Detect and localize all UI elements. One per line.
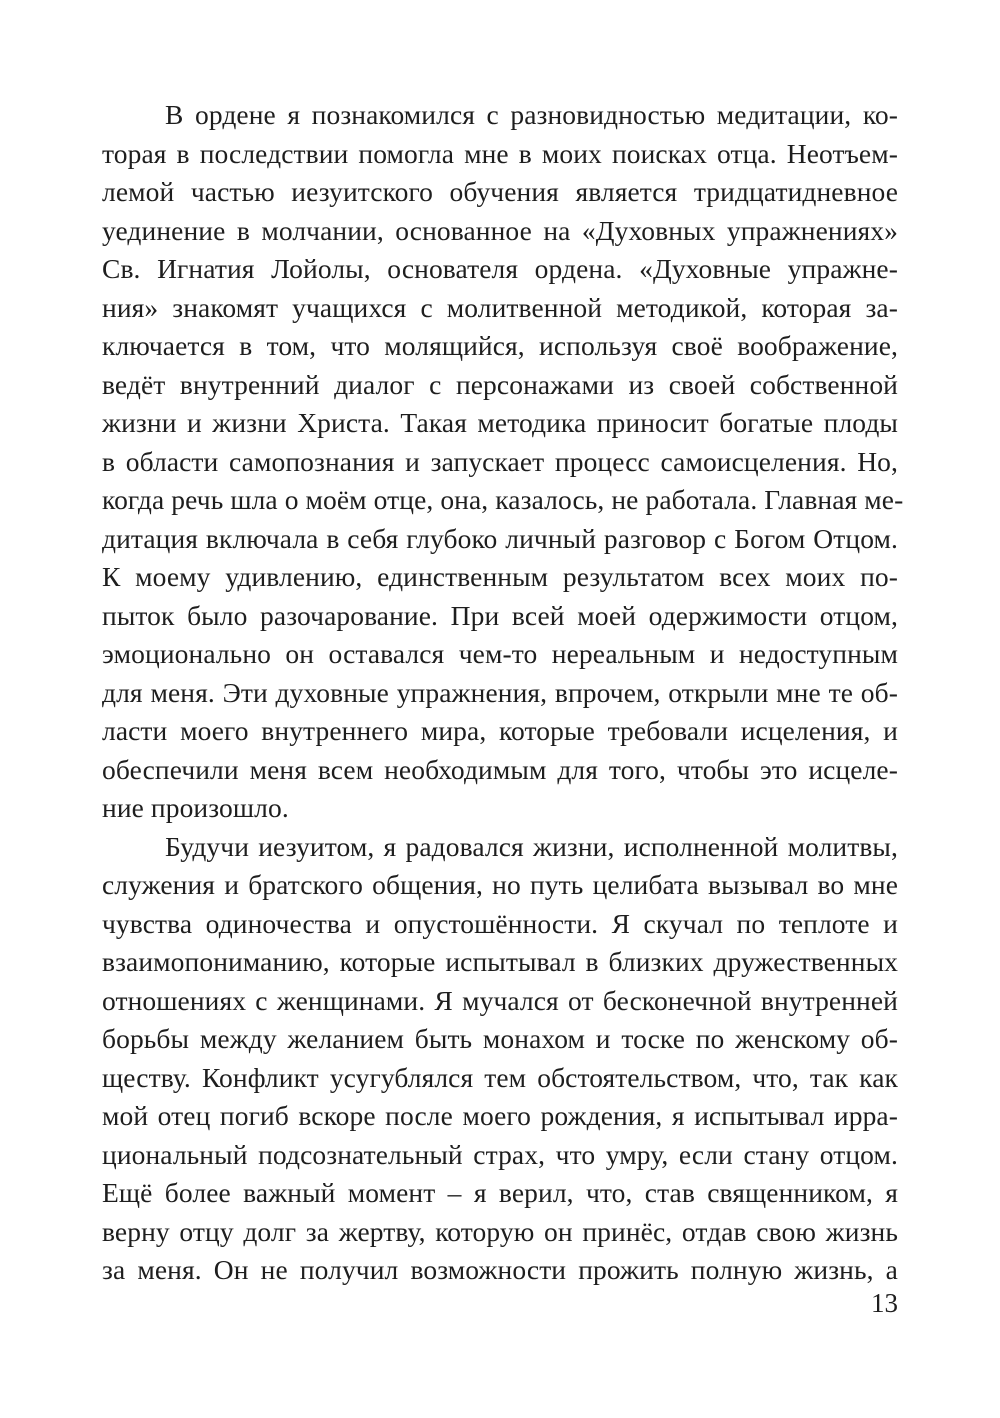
- text-line: торая в последствии помогла мне в моих поисках отца. Неотъем-: [102, 137, 898, 169]
- text-line: верну отцу долг за жертву, которую он принёс, отдав свою жизнь: [102, 1215, 898, 1247]
- text-line: пыток было разочарование. При всей моей одержимости отцом,: [102, 599, 898, 631]
- text-line: Св. Игнатия Лойолы, основателя ордена. «Духовные упражне-: [102, 253, 898, 284]
- text-line: лемой частью иезуитского обучения является тридцатидневное: [102, 176, 898, 207]
- text-line: ключается в том, что молящийся, используя своё воображение,: [102, 330, 898, 361]
- text-line: ществу. Конфликт усугублялся тем обстоятельством, что, так как: [102, 1061, 898, 1093]
- text-line: ние произошло.: [102, 792, 289, 823]
- text-line: в области самопознания и запускает процесс самоисцеления. Но,: [102, 445, 898, 477]
- paragraph-2: [102, 828, 898, 1290]
- text-line: за меня. Он не получил возможности прожить полную жизнь, а: [102, 1254, 898, 1285]
- text-line: жизни и жизни Христа. Такая методика приносит богатые плоды: [102, 407, 898, 438]
- text-line: для меня. Эти духовные упражнения, впрочем, открыли мне те об-: [102, 676, 898, 708]
- text-line: борьбы между желанием быть монахом и тоске по женскому об-: [102, 1023, 898, 1054]
- text-line: уединение в молчании, основанное на «Духовных упражнениях»: [102, 214, 898, 246]
- text-line: дитация включала в себя глубоко личный разговор с Богом Отцом.: [102, 522, 898, 554]
- text-line: обеспечили меня всем необходимым для того, чтобы это исцеле-: [102, 753, 898, 785]
- body-text: [102, 96, 904, 1290]
- text-line: Будучи иезуитом, я радовался жизни, исполненной молитвы,: [165, 830, 898, 862]
- text-line: чувства одиночества и опустошённости. Я скучал по теплоте и: [102, 907, 898, 939]
- text-line: отношениях с женщинами. Я мучался от бесконечной внутренней: [102, 984, 898, 1016]
- text-line: К моему удивлению, единственным результатом всех моих по-: [102, 561, 898, 592]
- text-line: ведёт внутренний диалог с персонажами из своей собственной: [102, 368, 898, 400]
- text-line: ласти моего внутреннего мира, которые требовали исцеления, и: [102, 715, 898, 746]
- text-line: служения и братского общения, но путь целибата вызывал во мне: [102, 869, 898, 900]
- text-line: Ещё более важный момент – я верил, что, став священником, я: [102, 1177, 898, 1208]
- text-line: когда речь шла о моём отце, она, казалось, не работала. Главная ме-: [102, 484, 904, 515]
- text-line: взаимопониманию, которые испытывал в близких дружественных: [102, 946, 898, 977]
- text-line: В ордене я познакомился с разновидностью медитации, ко-: [165, 99, 898, 130]
- text-line: циональный подсознательный страх, что умру, если стану отцом.: [102, 1138, 898, 1170]
- page-number: 13: [871, 1288, 898, 1318]
- text-line: мой отец погиб вскоре после моего рождения, я испытывал ирра-: [102, 1100, 898, 1131]
- text-line: ния» знакомят учащихся с молитвенной методикой, которая за-: [102, 291, 898, 323]
- text-line: эмоционально он оставался чем-то нереальным и недоступным: [102, 638, 898, 669]
- paragraph-1: [102, 96, 904, 828]
